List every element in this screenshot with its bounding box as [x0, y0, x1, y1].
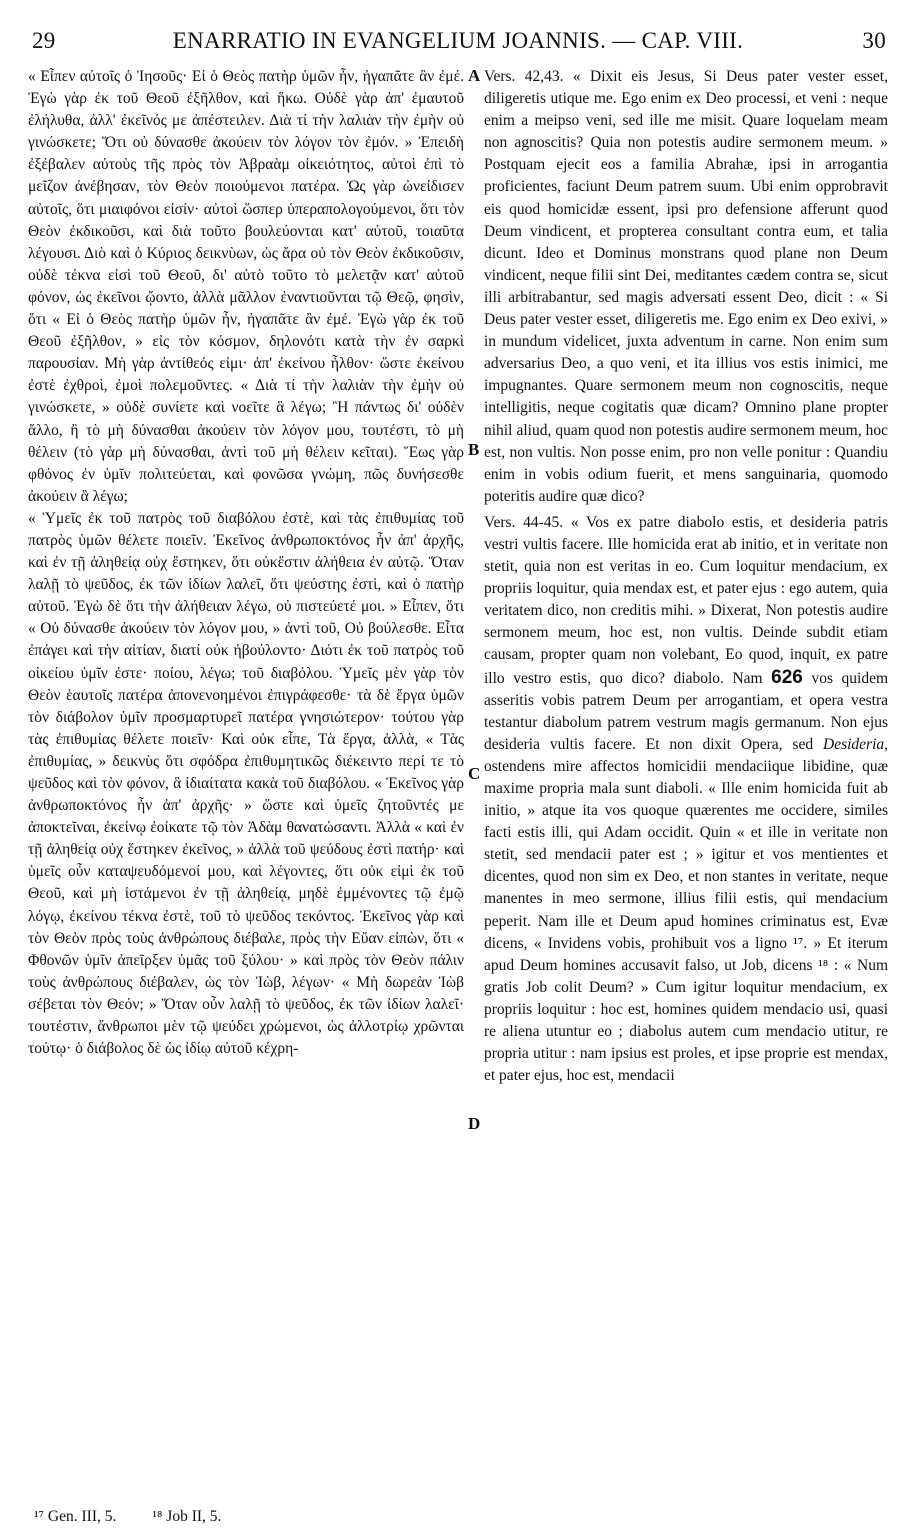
section-marker-b: B [468, 440, 480, 459]
page-number-right: 30 [862, 28, 886, 53]
verse-label: Vers. 42,43. [484, 68, 564, 85]
page-number-left: 29 [32, 28, 56, 53]
running-title: ENARRATIO IN EVANGELIUM JOANNIS. — CAP. VIII. [172, 28, 744, 53]
greek-paragraph: « Εἶπεν αὐτοῖς ὁ Ἰησοῦς· Εἰ ὁ Θεὸς πατὴρ ὑμῶν ἦν, ἠγαπᾶτε ἂν ἐμέ. Ἐγὼ γὰρ ἐκ τοῦ Θεοῦ ἐξῆλθον, καὶ ἥκω. Οὐδὲ γὰρ ἀπ' ἐμαυτοῦ ἐλήλυθα, ἀλλ' ἐκεῖνός με ἀπέστειλεν. Διὰ τί τὴν λαλιὰν τὴν ἐμὴν οὐ γινώσκετε; Ὅτι οὐ δύνασθε ἀκούειν τὸν λόγον τὸν ἐμόν. » Ἐπειδὴ ἐξέβαλεν αὐτοὺς τῆς πρὸς τὸν Ἀβραὰμ οἰκειότητος, αὐτοὶ ἐπὶ τὸ μεῖζον ἀνέβησαν, τὸν Θεὸν ποιούμενοι πατέρα. Ὡς γὰρ ὠνείδισεν αὐτοῖς, ὅτι μιαιφόνοι εἰσίν· αὐτοὶ ὥσπερ ὑπεραπολογούμενοι, ὅτι τὸν Θεὸν ἐκδικοῦσι, καὶ διὰ τοῦτο βουλεύονται κατ' αὐτοῦ, τοιαῦτα λέγουσι. Διὸ καὶ ὁ Κύριος δεικνὺων, ὡς ἄρα οὐ τὸν Θεὸν ἐκδικοῦσιν, οὐδὲ τέκνα εἰσὶ τοῦ Θεοῦ, δι' αὐτὸ τοῦτο τὸ μελετᾷν κατ' αὐτοῦ φόνον, ὡς ἐκεῖνοι ᾤοντο, ἀλλὰ μᾶλλον ἐναντιοῦνται τῷ Θεῷ, φησὶν, ὅτι « Εἰ ὁ Θεὸς πατὴρ ὑμῶν ἦν, ἠγαπᾶτε ἂν ἐμέ. Ἐγὼ γὰρ ἐκ τοῦ Θεοῦ ἐξῆλθον, » εἰς τὸν κόσμον, δηλονότι κατὰ τὴν ἐν σαρκὶ παρουσίαν. Μὴ γὰρ ἀντίθεός εἰμι· ἀπ' ἐκείνου ἦλθον· ὥστε ἐκείνου ἐστὲ ἐχθροὶ, ἐμοὶ πολεμοῦντες. « Διὰ τί τὴν λαλιὰν τὴν ἐμὴν οὐ γινώσκετε, » οὐδὲ συνίετε καὶ νοεῖτε ἃ λέγω; Ἢ πάντως δι' οὐδὲν ἄλλο, ἢ τὸ μὴ δύνασθαι ἀκούειν τὸν λόγον μου, τουτέστι, τὸ μὴ θέλειν (τὸ γὰρ μὴ δύνασθαι, ἀντὶ τοῦ μὴ θέλειν κεῖται). Ἕως γὰρ φθόνος ἐν ὑμῖν πολιτεύεται, καὶ φονῶσα γνώμη, πῶς δυνήσεσθε ἀκούειν ἃ λέγω; [28, 68, 464, 505]
latin-text: « Dixit eis Jesus, Si Deus pater vester esset, diligeretis utique me. Ego enim ex Deo processi, et veni : neque enim a meipso veni, sed ille me misit. Quare loquelam meam non agnoscitis? Quia non potestis audire sermonem meum. » Postquam ejecit eos a familia Abrahæ, ipsi in arrogantia proficientes, faciunt Deum patrem suum. Ubi enim opprobravit eis quod homicidæ essent, ipsi pro defensione afferunt quod Deum vindicent, et propterea consultant contra eum, et talia dicunt. Ideo et Dominus monstrans quod plane non Deum vindicent, neque filii sint Dei, meditantes cædem contra se, sicut illi arbitrabantur, sed magis adversati essent Deo, dicit : « Si Deus pater vester esset, diligeretis me. Ego enim ex Deo exivi, » in mundum videlicet, juxta adventum in carne. Non enim sum adversarius Deo, a quo veni, et ita illius vos estis inimici, me impugnantes. Quare sermonem meum non cognoscitis, neque intelligitis, neque cogitatis quæ dicam? Omnino plane propter nihil aliud, quam quod non potestis audire sermonem meum, hoc est, non vultis. Non posse enim, pro non velle ponitur : Quandiu enim in vobis odium fuerit, et mens sanguinaria, quomodo poteritis audire quæ dico? [484, 68, 888, 505]
running-header [30, 28, 886, 58]
latin-paragraph [484, 512, 888, 1087]
greek-column [28, 66, 464, 1060]
greek-paragraph: « Ὑμεῖς ἐκ τοῦ πατρὸς τοῦ διαβόλου ἐστὲ, καὶ τὰς ἐπιθυμίας τοῦ πατρὸς ὑμῶν θέλετε ποιεῖν. Ἐκεῖνος ἀνθρωποκτόνος ἦν ἀπ' ἀρχῆς, καὶ ἐν τῇ ἀληθείᾳ οὐχ ἕστηκεν, ὅτι οὐκἔστιν ἀλήθεια ἐν αὐτῷ. Ὅταν λαλῇ τὸ ψεῦδος, ἐκ τῶν ἰδίων λαλεῖ, ὅτι ψεύστης ἐστὶ, καὶ ὁ πατὴρ αὐτοῦ. Ἐγὼ δὲ ὅτι τὴν ἀλήθειαν λέγω, οὐ πιστεύετέ μοι. » Εἶπεν, ὅτι « Οὐ δύνασθε ἀκούειν τὸν λόγον μου, » ἀντὶ τοῦ, Οὐ βούλεσθε. Εἶτα ἐπάγει καὶ τὴν αἰτίαν, διατί οὐκ ἠβούλοντο· Διότι ἐκ τοῦ πατρὸς τοῦ οἰκείου ὑμῖν ἐστε· ποίου, λέγω; τοῦ διαβόλου. Ὑμεῖς μὲν γὰρ τὸν Θεὸν ἑαυτοῖς πατέρα ἀπονενοημένοι ἐπιγράφεσθε· τὰ δὲ ἔργα ὑμῶν τὸν διάβολον ὑμῖν προσμαρτυρεῖ πατέρα γνησιώτερον· τούτου γὰρ τὰς ἐπιθυμίας θέλετε ποιεῖν· Καὶ οὐκ εἶπε, Τὰ ἔργα, ἀλλὰ, « Τὰς ἐπιθυμίας, » δεικνὺς ὅτι σφόδρα ἐπιθυμητικῶς διέκειντο περί τε τὸ ψεῦδος καὶ τὸν φόνον, ἃ ἰδιαίτατα κακὰ τοῦ διαβόλου. « Ἐκεῖνος γὰρ ἀνθρωποκτόνος ἦν ἀπ' ἀρχῆς· » ὥστε καὶ ὑμεῖς ζητοῦντές με ἀποκτεῖναι, ἐκείνῳ ἐοίκατε τῷ τὸν Ἀδὰμ θανατώσαντι. Ἀλλὰ « καὶ ἐν τῇ ἀληθείᾳ οὐχ ἕστηκεν ἐκεῖνος, » ἀλλὰ τοῦ ψεύδους ἐστὶ πατήρ· καὶ ὑμεῖς οὖν καταψευδόμενοί μου, καὶ λέγοντες, ὅτι οὐκ εἰμὶ ἐκ τοῦ Θεοῦ, καὶ μὴ ἱστάμενοι ἐν τῇ ἀληθείᾳ, μηδὲ ἐμμένοντες τῷ ἐμῷ λόγῳ, ἐκείνου τέκνα ἐστὲ, τοῦ τὸ ψεῦδος τεκόντος. Ἐκεῖνος γὰρ καὶ τὸν Θεὸν πρὸς τοὺς ἀνθρώπους διέβαλε, πρὸς τὴν Εὔαν εἰπὼν, ὅτι « Φθονῶν ὑμῖν ἀπεῖρξεν ὑμᾶς τοῦ ξύλου· » καὶ πρὸς τὸν Θεὸν πάλιν τοὺς ἀνθρώπους διέβαλεν, ὡς τὸν Ἰὼβ, λέγων· « Μὴ δωρεὰν Ἰὼβ σέβεται τὸν Θεόν; » Ὅταν οὖν λαλῇ τὸ ψεῦδος, ἐκ τῶν ἰδίων λαλεῖ· τουτέστιν, ἄνθρωποι μὲν τῷ ψεύδει χρώμενοι, ὡς ἀλλοτρίῳ χρῶνται τούτῳ· ὁ διάβολος δὲ ὡς ἰδίῳ αὐτοῦ κέχρη- [28, 509, 464, 1058]
verse-label: Vers. 44-45. [484, 513, 564, 531]
section-marker-a: A [468, 66, 481, 85]
migne-column-number: 626 [771, 666, 803, 688]
latin-text: , ostendens mire affectos homicidii mendaciique libidine, quæ maxime propria mala sunt diaboli. « Ille enim homicida fuit ab initio, » atque ita vos quoque quærentes me occidere, similes facti estis illi, qui Adam occidit. Quin « et ille in veritate non stetit, sed mendacii pater est ; » igitur et vos mentientes et dicentes, quod non sim ex Deo, et non stantes in veritate, neque manentes in meo sermone, illius filii estis, qui mendacium peperit. Nam ille et Deum apud homines criminatus est, Evæ dicens, « Invidens vobis, prohibuit vos a ligno ¹⁷. » Et iterum apud Deum homines accusavit falso, ut Job, dicens ¹⁸ : « Num gratis Job colit Deum? » Cum igitur loquitur mendacium, ex propriis loquitur : hoc est, homines quidem mendacio usi, quasi re aliena utuntur eo ; diabolus autem cum mendacio utitur, re propria utitur : nam ipsius est proles, et ipse proprie est mendax, et pater ejus, hoc est, mendacii [484, 735, 889, 1085]
latin-text: vos quidem asseritis vobis patrem Deum per arrogantiam, et opera vestra testantur diabolum patrem vestrum magis germanum. Non ejus desideria vultis facere. Et non dixit Opera, sed [484, 669, 889, 753]
latin-text: « Vos ex patre diabolo estis, et desideria patris vestri vultis facere. Ille homicida erat ab initio, et in veritate non stetit, quia non est veritas in eo. Cum loquitur mendacium, ex propriis loquitur, quia mendax est, et pater ejus : ego autem, quia veritatem dico, non creditis mihi. » Dixerat, Non potestis audire sermonem meum, hoc est, non vultis. Deinde subdit etiam causam, propter quam non volebant, Eo quod, inquit, ex patre illo vestro estis, quo dico? diabolo. Nam [484, 513, 889, 687]
footnote: ¹⁷ Gen. III, 5. [34, 1508, 117, 1525]
latin-paragraph [484, 66, 888, 508]
latin-italic: Desideria [823, 735, 885, 753]
footnote: ¹⁸ Job II, 5. [152, 1508, 222, 1525]
section-marker-c: C [468, 764, 481, 783]
latin-column [484, 66, 888, 1087]
footnotes [34, 1508, 221, 1526]
section-marker-d: D [468, 1114, 481, 1133]
